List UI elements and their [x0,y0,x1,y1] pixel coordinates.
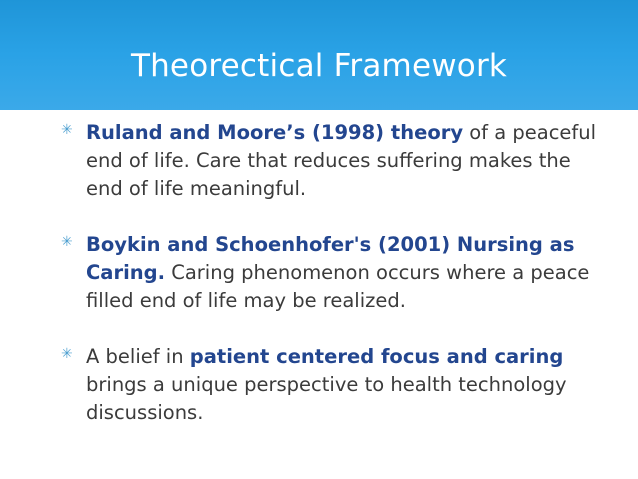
bullet-3-pretext: A belief in [86,345,190,368]
bullet-item-1 [58,119,603,203]
bullet-list [58,119,603,455]
asterisk-bullet-icon: ✳ [61,122,73,138]
bullet-item-2 [58,231,603,315]
bullet-3-bold: patient centered focus and caring [189,345,564,368]
bullet-1-bold: Ruland and Moore’s (1998) theory [86,121,464,144]
bullet-2-bold: Boykin and Schoenhofer's (2001) Nursing as Caring. [86,233,575,284]
bullet-2-text: Caring phenomenon occurs where a peace filled end of life may be realized. [86,261,590,312]
bullet-3-text: brings a unique perspective to health technology discussions. [86,373,567,424]
bullet-1-text: of a peaceful end of life. Care that reduces suffering makes the end of life meaningful. [86,121,597,200]
asterisk-bullet-icon: ✳ [61,346,73,362]
asterisk-bullet-icon: ✳ [61,234,73,250]
bullet-item-3 [58,343,603,427]
slide-title: Theorectical Framework [130,48,508,84]
